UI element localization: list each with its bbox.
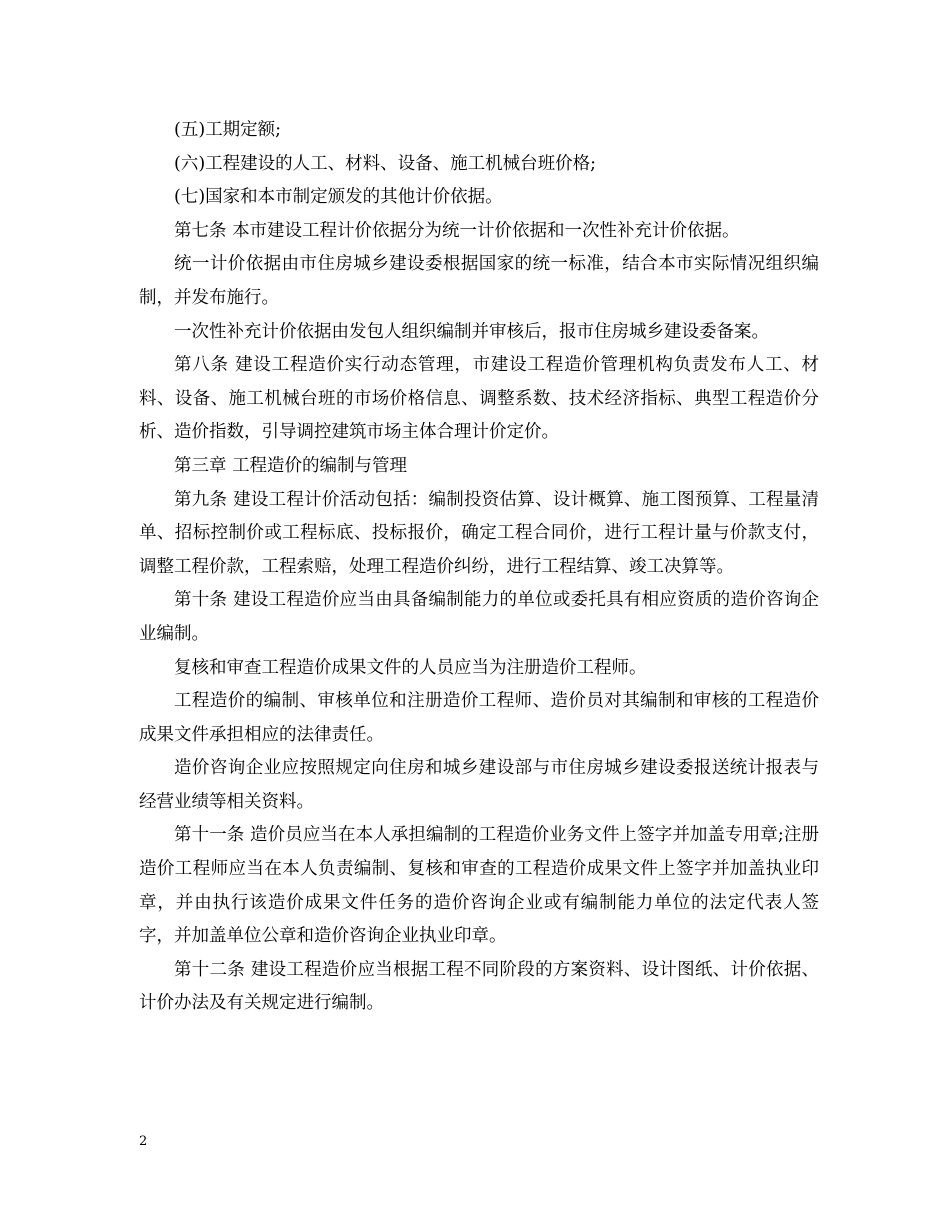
paragraph: (五)工期定额;: [174, 120, 282, 140]
paragraph: 工程造价的编制、审核单位和注册造价工程师、造价员对其编制和审核的工程造价成果文件承担相应的法律责任。: [139, 691, 819, 745]
article-heading-paragraph: 第十一条 造价员应当在本人承担编制的工程造价业务文件上签字并加盖专用章;注册造价工程师应当在本人负责编制、复核和审查的工程造价成果文件上签字并加盖执业印章，并由执行该造价成果文件任务的造价咨询企业或有编制能力单位的法定代表人签字，并加盖单位公章和造价咨询企业执业印章。: [139, 825, 819, 947]
article-heading-paragraph: 第十二条 建设工程造价应当根据工程不同阶段的方案资料、设计图纸、计价依据、计价办法及有关规定进行编制。: [139, 959, 819, 1014]
article-heading-paragraph: 第十条 建设工程造价应当由具备编制能力的单位或委托具有相应资质的造价咨询企业编制。: [139, 590, 819, 644]
chapter-heading: 第三章 工程造价的编制与管理: [174, 455, 408, 476]
article-heading-paragraph: 第八条 建设工程造价实行动态管理，市建设工程造价管理机构负责发布人工、材料、设备、施工机械台班的市场价格信息、调整系数、技术经济指标、典型工程造价分析、造价指数，引导调控建筑市场主体合理计价定价。: [139, 355, 819, 443]
paragraph: 一次性补充计价依据由发包人组织编制并审核后，报市住房城乡建设委备案。: [174, 321, 769, 342]
paragraph: 复核和审查工程造价成果文件的人员应当为注册造价工程师。: [174, 657, 647, 678]
article-heading-paragraph: 第九条 建设工程计价活动包括：编制投资估算、设计概算、施工图预算、工程量清单、招标控制价或工程标底、投标报价，确定工程合同价，进行工程计量与价款支付，调整工程价款，工程索赔，处理工程造价纠纷，进行工程结算、竣工决算等。: [139, 489, 819, 577]
article-heading-paragraph: 第七条 本市建设工程计价依据分为统一计价依据和一次性补充计价依据。: [174, 220, 740, 241]
paragraph: (七)国家和本市制定颁发的其他计价依据。: [174, 187, 503, 208]
paragraph: 统一计价依据由市住房城乡建设委根据国家的统一标准，结合本市实际情况组织编制，并发布施行。: [139, 254, 819, 308]
page-number: 2: [139, 1134, 148, 1149]
body-text: [139, 114, 819, 1021]
paragraph: 造价咨询企业应按照规定向住房和城乡建设部与市住房城乡建设委报送统计报表与经营业绩等相关资料。: [139, 758, 819, 812]
paragraph: (六)工程建设的人工、材料、设备、施工机械台班价格;: [174, 153, 597, 174]
